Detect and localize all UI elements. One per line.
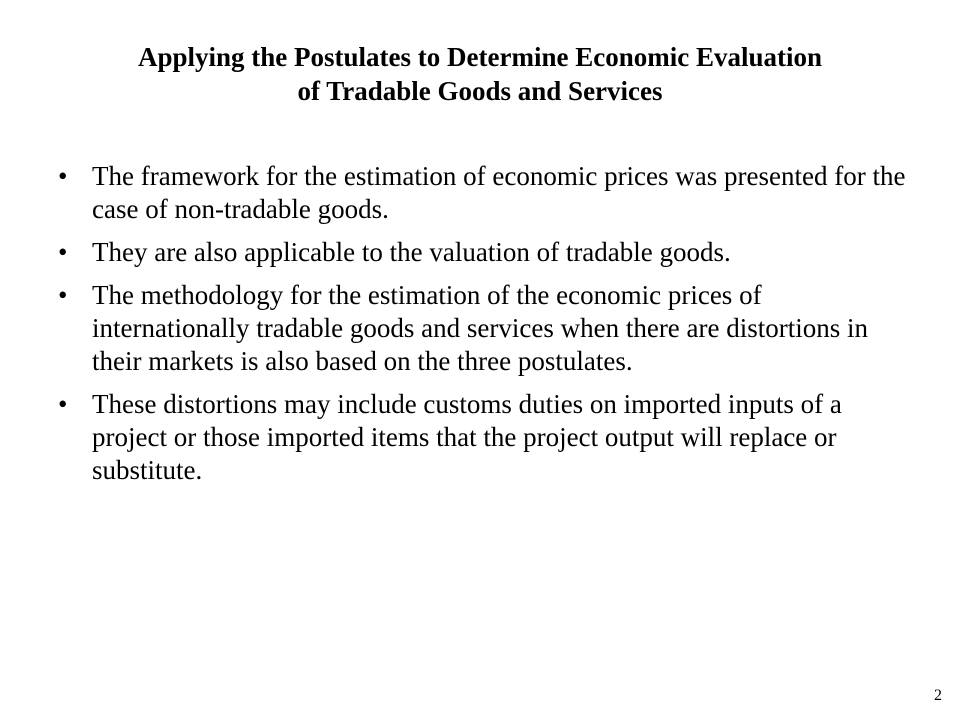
bullet-icon: • — [58, 389, 68, 419]
bullet-item-4 — [58, 388, 908, 487]
title-line-2: of Tradable Goods and Services — [297, 76, 663, 106]
title-line-1: Applying the Postulates to Determine Economic Evaluation — [138, 42, 822, 72]
bullet-text-3: The methodology for the estimation of the economic prices of internationally tradable goods and services when there are distortions in their markets is also based on the three postulates. — [92, 280, 869, 376]
bullet-item-2 — [58, 236, 908, 269]
bullet-icon: • — [58, 161, 68, 191]
slide-title — [60, 40, 900, 108]
bullet-item-1 — [58, 160, 908, 226]
bullet-text-1: The framework for the estimation of economic prices was presented for the case of non-tradable goods. — [92, 161, 906, 224]
bullet-icon: • — [58, 237, 68, 267]
page-number: 2 — [934, 687, 942, 704]
bullet-text-2: They are also applicable to the valuation of tradable goods. — [92, 237, 731, 267]
bullet-icon: • — [58, 280, 68, 310]
bullet-text-4: These distortions may include customs duties on imported inputs of a project or those imported items that the project output will replace or substitute. — [92, 389, 842, 485]
bullet-list — [58, 160, 908, 497]
bullet-item-3 — [58, 279, 908, 378]
